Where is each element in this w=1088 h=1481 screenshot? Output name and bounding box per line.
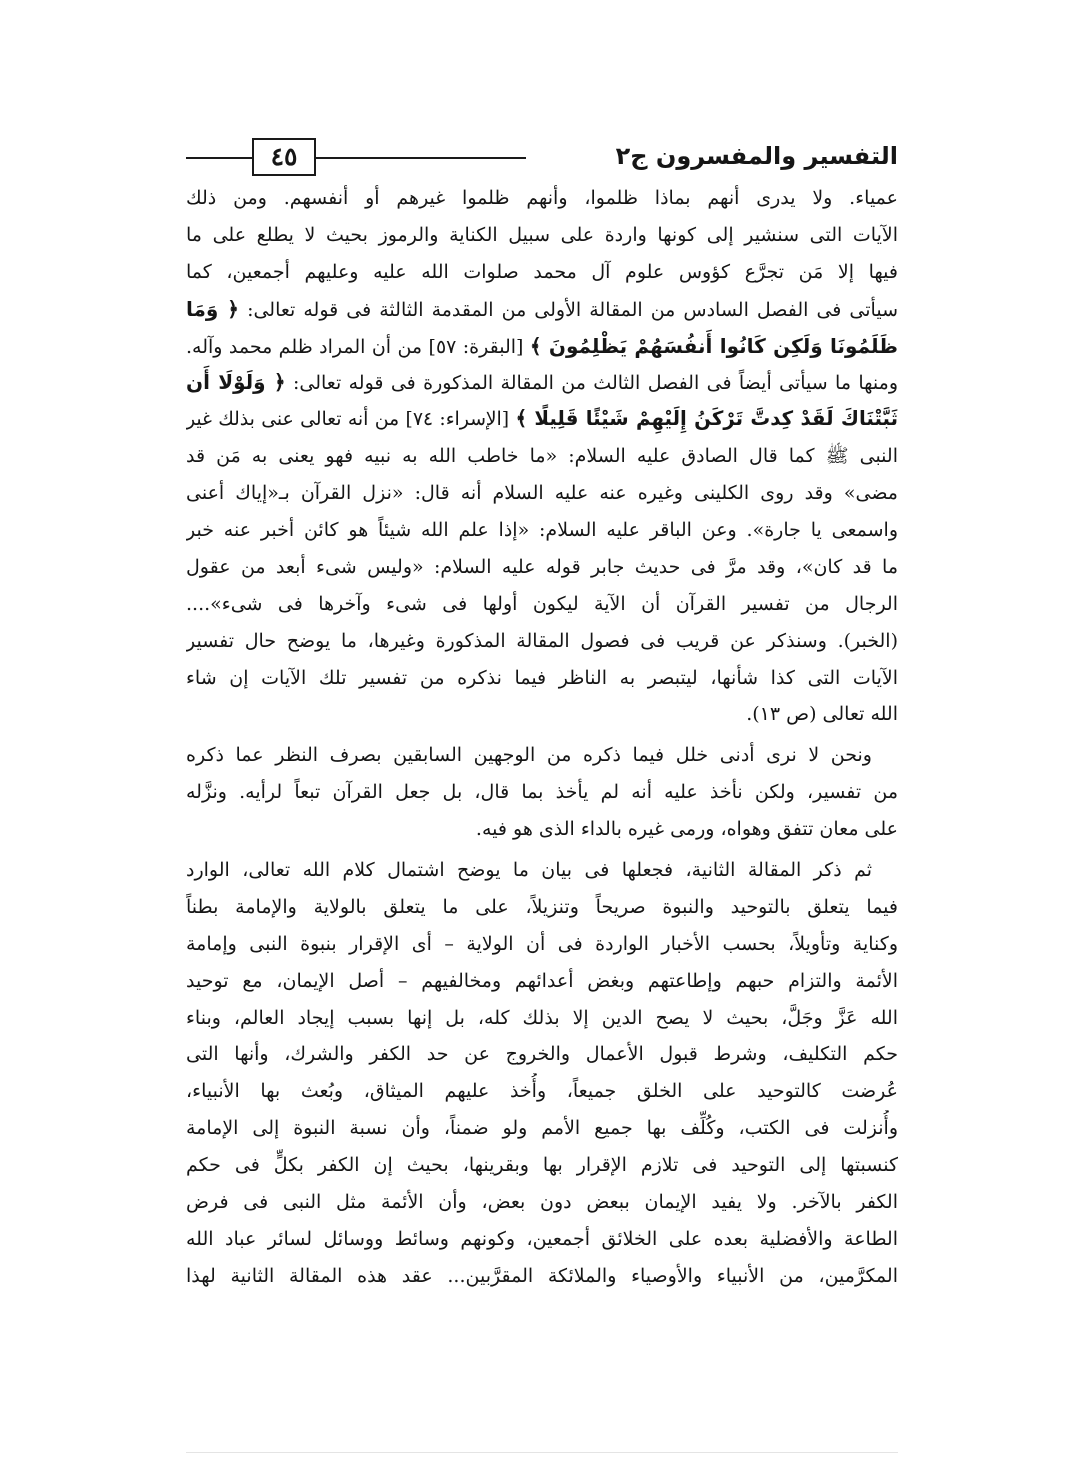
text-line [186, 1147, 898, 1184]
line-text: واسمعى يا جارة». وعن الباقر عليه السلام: «إذا علم الله شيئاً هو كائن أخبر عنه خبر [186, 519, 898, 542]
line-text: الكفر بالآخر. ولا يفيد الإيمان ببعض دون بعض، وأن الأئمة مثل النبى فى فرض [186, 1191, 898, 1214]
body-text [186, 180, 898, 1295]
text-line [186, 811, 898, 848]
line-text: ثم ذكر المقالة الثانية، فجعلها فى بيان ما يوضح اشتمال كلام الله تعالى، الوارد [186, 859, 872, 882]
text-line [186, 963, 898, 1000]
text-line [186, 1258, 898, 1295]
text-line [186, 1036, 898, 1073]
text-line [186, 364, 898, 401]
text-line [186, 926, 898, 963]
line-text: وكناية وتأويلاً، بحسب الأخبار الواردة فى أن الولاية – أى الإقرار بنبوة النبى وإمامة [186, 932, 898, 955]
line-text: سيأتى فى الفصل السادس من المقالة الأولى من المقدمة الثالثة فى قوله تعالى: [247, 298, 898, 321]
line-text: الله عَزَّ وجَلَّ، بحيث لا يصح الدين إلا بذلك كله، بل إنها بسبب إيجاد العالم، وبناء [186, 1006, 898, 1029]
line-text: المكرَّمين، من الأنبياء والأوصياء والملائكة المقرَّبين... عقد هذه المقالة الثانية لهذا [186, 1264, 898, 1287]
line-text: ونحن لا نرى أدنى خلل فيما ذكره من الوجهين السابقين بصرف النظر عما ذكره [186, 744, 872, 767]
text-line [186, 696, 898, 733]
text-line [186, 328, 898, 365]
line-text: فيها إلا مَن تجرَّع كؤوس علوم آل محمد صلوات الله عليه وعليهم أجمعين، كما [186, 260, 898, 283]
line-text: [الإسراء: ٧٤] من أنه تعالى عنى بذلك غير [186, 409, 510, 431]
line-text: على معان تتفق وهواه، ورمى غيره بالداء الذى هو فيه. [475, 818, 898, 841]
running-title: التفسير والمفسرون ج٢ [615, 142, 898, 170]
text-line [186, 549, 898, 586]
text-line [186, 512, 898, 549]
text-line [186, 254, 898, 291]
line-text: الآيات التى كذا شأنها، ليتبصر به الناظر فيما نذكره من تفسير تلك الآيات إن شاء [186, 666, 898, 689]
line-text: مضى» وقد روى الكلينى وغيره عنه عليه السلام أنه قال: «نزل القرآن بـ«إياك أعنى [186, 482, 898, 505]
page-number: ٤٥ [252, 138, 316, 176]
text-line [186, 217, 898, 254]
text-line [186, 1073, 898, 1110]
text-line [186, 1110, 898, 1147]
line-text: الله تعالى (ص ١٣). [746, 703, 898, 726]
text-line [186, 737, 898, 774]
quran-verse: ثَبَّتْنَاكَ لَقَدْ كِدتَّ تَرْكَنُ إِلَيْهِمْ شَيْئًا قَلِيلًا ﴾ [515, 407, 898, 431]
line-text: (الخبر). وسنذكر عن قريب فى فصول المقالة المذكورة وغيرها، ما يوضح حال تفسير [186, 629, 898, 652]
text-line [186, 180, 898, 217]
running-header [186, 133, 898, 179]
line-text: كنسبتها إلى التوحيد فى تلازم الإقرار بها وبقرينها، بحيث إن الكفر بكلٍّ فى حكم [186, 1154, 898, 1177]
text-line [186, 1000, 898, 1037]
text-line [186, 774, 898, 811]
header-rule-middle [316, 157, 526, 159]
text-line [186, 889, 898, 926]
quran-verse: ﴿ وَمَا [186, 296, 240, 321]
text-line [186, 852, 898, 889]
line-text: ومنها ما سيأتى أيضاً فى الفصل الثالث من المقالة المذكورة فى قوله تعالى: [292, 372, 898, 395]
line-text: وأُنزلت فى الكتب، وكُلِّف بها جميع الأمم ولو ضمناً، وأن نسبة النبوة إلى الإمامة [186, 1117, 898, 1140]
line-text: الآيات التى سنشير إلى كونها واردة على سبيل الكناية والرموز بحيث لا يطلع على ما [186, 223, 898, 246]
line-text: عُرضت كالتوحيد على الخلق جميعاً، وأُخذ عليهم الميثاق، وبُعث بها الأنبياء، [186, 1080, 898, 1103]
text-line [186, 1221, 898, 1258]
text-line [186, 401, 898, 438]
quran-verse: ﴿ وَلَوْلَا أَن [186, 370, 286, 395]
line-text: الرجال من تفسير القرآن أن الآية ليكون أولها فى شىء وآخرها فى شىء».... [186, 592, 898, 615]
text-line [186, 660, 898, 697]
text-line [186, 475, 898, 512]
header-rule-left [186, 157, 254, 159]
line-text: النبى ﷺ كما قال الصادق عليه السلام: «ما خاطب الله به نبيه فهو يعنى به مَن قد [186, 445, 898, 468]
text-line [186, 1184, 898, 1221]
bottom-edge-line [186, 1452, 898, 1453]
text-line [186, 438, 898, 475]
line-text: ما قد كان»، وقد مرَّ فى حديث جابر قوله عليه السلام: «وليس شىء أبعد من عقول [186, 555, 898, 578]
line-text: الأئمة والتزام حبهم وإطاعتهم وبغض أعدائهم ومخالفيهم – أصل الإيمان، مع توحيد [186, 969, 898, 992]
line-text: حكم التكليف، وشرط قبول الأعمال والخروج عن حد الكفر والشرك، وأنها التى [186, 1043, 898, 1066]
line-text: فيما يتعلق بالتوحيد والنبوة صريحاً وتنزيلاً، على ما يتعلق بالولاية والإمامة بطناً [186, 895, 898, 918]
line-text: [البقرة: ٥٧] من أن المراد ظلم محمد وآله. [186, 335, 524, 358]
line-text: الطاعة والأفضلية بعده على الخلائق أجمعين، وكونهم وسائط ووسائل لسائر عباد الله [186, 1227, 898, 1250]
text-line [186, 586, 898, 623]
quran-verse: ظَلَمُونَا وَلَكِن كَانُوا أَنفُسَهُمْ يَظْلِمُونَ ﴾ [529, 333, 898, 358]
line-text: من تفسير، ولكن نأخذ عليه أنه لم يأخذ بما قال، بل جعل القرآن تبعاً لرأيه. ونزَّله [186, 781, 898, 804]
line-text: عمياء. ولا يدرى أنهم بماذا ظلموا، وأنهم ظلموا غيرهم أو أنفسهم. ومن ذلك [186, 187, 898, 209]
text-line [186, 623, 898, 660]
text-line [186, 291, 898, 328]
